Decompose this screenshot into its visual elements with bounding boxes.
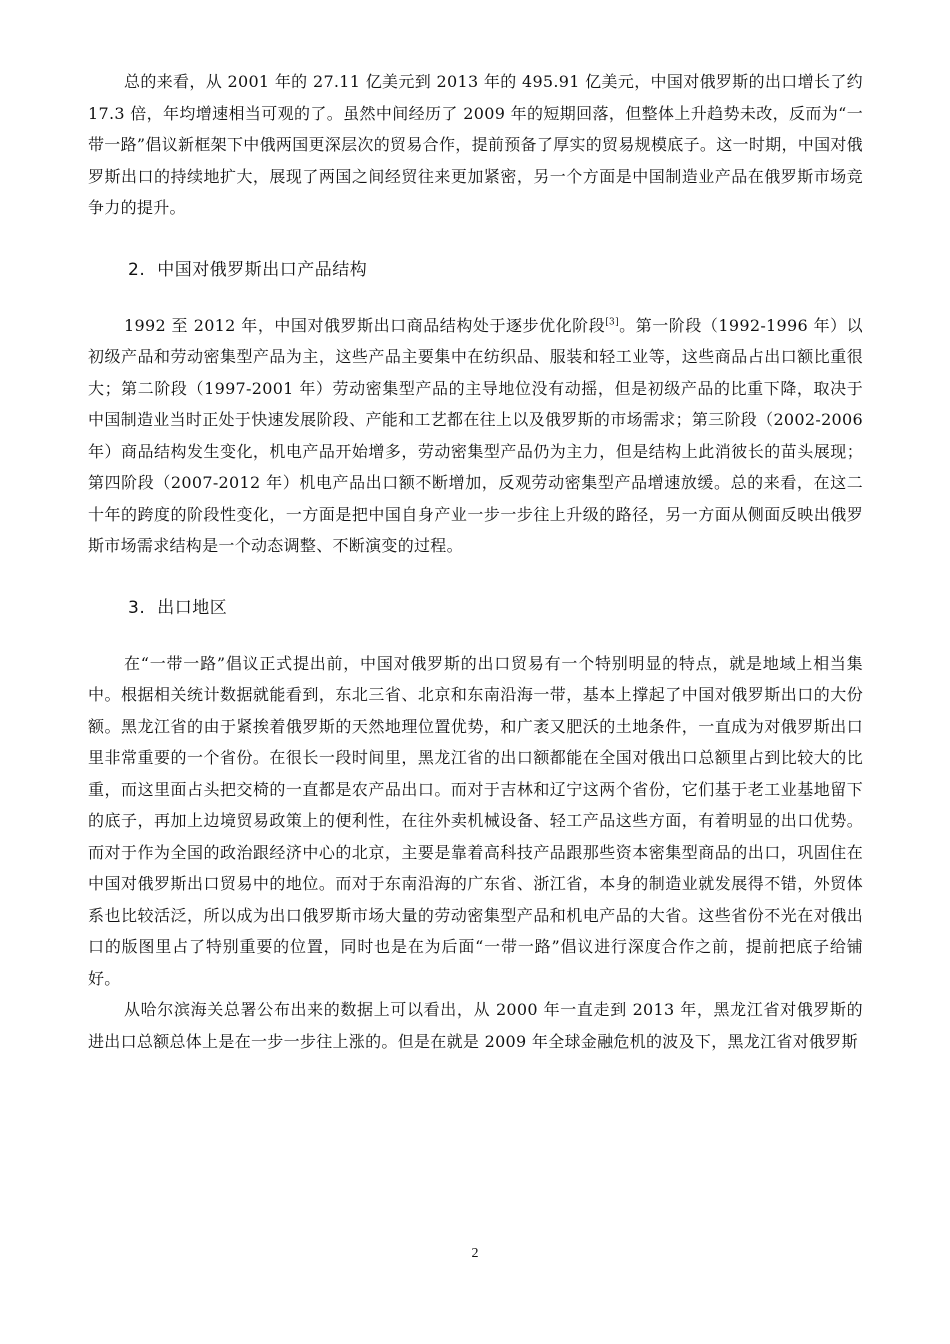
paragraph-export-growth: 总的来看，从 2001 年的 27.11 亿美元到 2013 年的 495.91 亿美元，中国对俄罗斯的出口增长了约 17.3 倍，年均增速相当可观的了。虽然中间经历了 2009 年的短期回落，但整体上升趋势未改，反而为“一带一路”倡议新框架下中俄两国更深层次的贸易合作，提前预备了厚实的贸易规模底子。这一时期，中国对俄罗斯出口的持续地扩大，展现了两国之间经贸往来更加紧密，另一个方面是中国制造业产品在俄罗斯市场竞争力的提升。 xyxy=(88,72,863,217)
paragraph-text: 1992 至 2012 年，中国对俄罗斯出口商品结构处于逐步优化阶段 xyxy=(124,315,606,335)
page-number: 2 xyxy=(471,1246,479,1261)
paragraph-product-structure xyxy=(88,310,863,562)
section-number: 3. xyxy=(128,597,146,618)
section-title: 中国对俄罗斯出口产品结构 xyxy=(157,259,368,280)
section-title: 出口地区 xyxy=(157,597,228,618)
section-heading-export-regions xyxy=(88,592,863,624)
page-content xyxy=(88,66,863,1057)
citation-reference[interactable]: [3] xyxy=(605,317,619,328)
section-heading-product-structure xyxy=(88,254,863,286)
paragraph-heilongjiang-data: 从哈尔滨海关总署公布出来的数据上可以看出，从 2000 年一直走到 2013 年，黑龙江省对俄罗斯的进出口总额总体上是在一步一步往上涨的。但是在就是 2009 年全球金融危机的波及下，黑龙江省对俄罗斯 xyxy=(88,1000,863,1051)
paragraph-text: 。第一阶段（1992-1996 年）以初级产品和劳动密集型产品为主，这些产品主要集中在纺织品、服装和轻工业等，这些商品占出口额比重很大；第二阶段（1997-2001 年）劳动密集型产品的主导地位没有动摇，但是初级产品的比重下降，取决于中国制造业当时正处于快速发展阶段、产能和工艺都在往上以及俄罗斯的市场需求；第三阶段（2002-2006 年）商品结构发生变化，机电产品开始增多，劳动密集型产品仍为主力，但是结构上此消彼长的苗头展现；第四阶段（2007-2012 年）机电产品出口额不断增加，反观劳动密集型产品增速放缓。总的来看，在这二十年的跨度的阶段性变化，一方面是把中国自身产业一步一步往上升级的路径，另一方面从侧面反映出俄罗斯市场需求结构是一个动态调整、不断演变的过程。 xyxy=(88,315,863,555)
section-number: 2. xyxy=(128,259,146,280)
spacer xyxy=(88,224,863,254)
spacer xyxy=(88,562,863,592)
spacer xyxy=(88,286,863,310)
paragraph-export-regions: 在“一带一路”倡议正式提出前，中国对俄罗斯的出口贸易有一个特别明显的特点，就是地域上相当集中。根据相关统计数据就能看到，东北三省、北京和东南沿海一带，基本上撑起了中国对俄罗斯出口的大份额。黑龙江省的由于紧挨着俄罗斯的天然地理位置优势，和广袤又肥沃的土地条件，一直成为对俄罗斯出口里非常重要的一个省份。在很长一段时间里，黑龙江省的出口额都能在全国对俄出口总额里占到比较大的比重，而这里面占头把交椅的一直都是农产品出口。而对于吉林和辽宁这两个省份，它们基于老工业基地留下的底子，再加上边境贸易政策上的便利性，在往外卖机械设备、轻工产品这些方面，有着明显的出口优势。而对于作为全国的政治跟经济中心的北京，主要是靠着高科技产品跟那些资本密集型商品的出口，巩固住在中国对俄罗斯出口贸易中的地位。而对于东南沿海的广东省、浙江省，本身的制造业就发展得不错，外贸体系也比较活泛，所以成为出口俄罗斯市场大量的劳动密集型产品和机电产品的大省。这些省份不光在对俄出口的版图里占了特别重要的位置，同时也是在为后面“一带一路”倡议进行深度合作之前，提前把底子给铺好。 xyxy=(88,653,863,988)
spacer xyxy=(88,624,863,648)
